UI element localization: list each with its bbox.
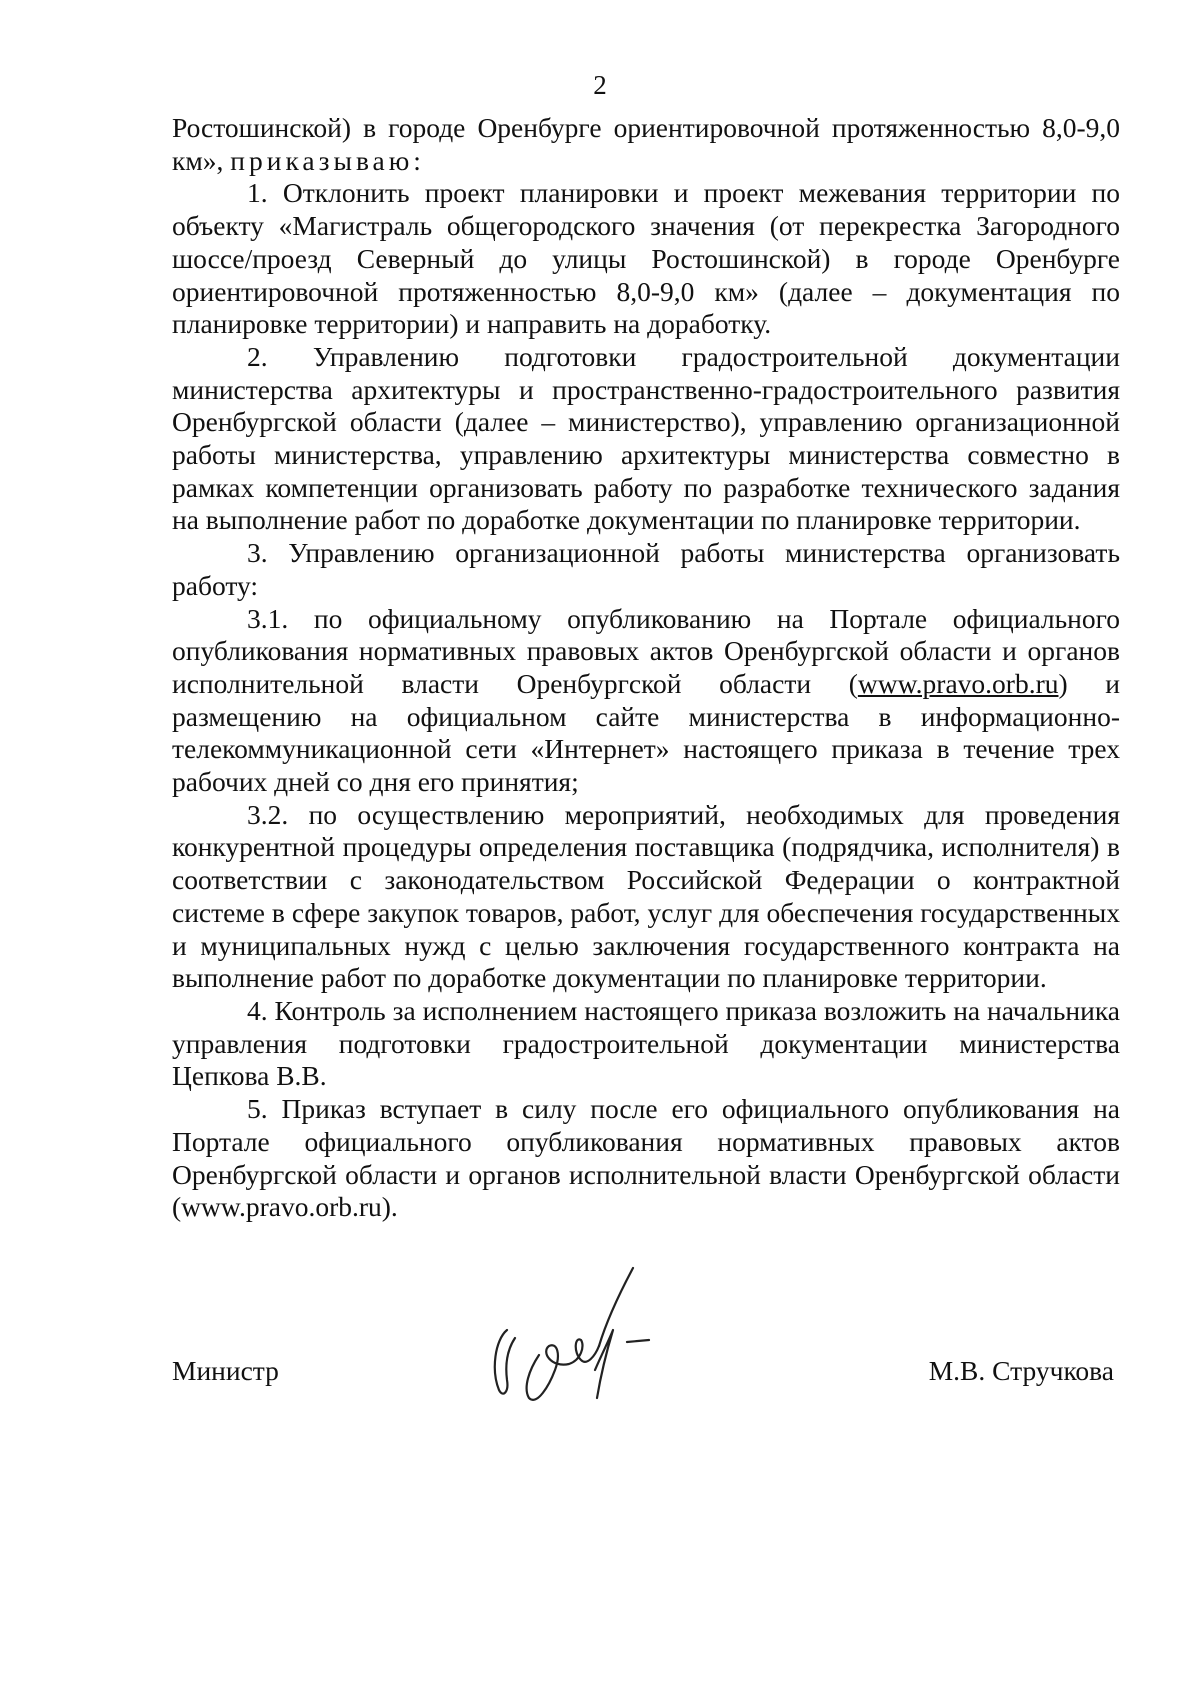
page-number: 2 bbox=[593, 70, 607, 100]
handwritten-signature bbox=[477, 1260, 657, 1410]
paragraph-continuation bbox=[172, 112, 1120, 177]
position-title: Министр bbox=[172, 1355, 279, 1386]
paragraph-3-1 bbox=[172, 603, 1120, 799]
pravo-link[interactable]: www.pravo.orb.ru bbox=[857, 667, 1059, 699]
paragraph-1: 1. Отклонить проект планировки и проект межевания территории по объекту «Магистраль общегородского значения (от перекрестка Загородного шоссе/проезд Северный до улицы Ростошинской) в городе Оренбурге ориентировочной протяженностью 8,0-9,0 км» (далее – документация по планировке территории) и направить на доработку. bbox=[172, 177, 1120, 340]
paragraph-5: 5. Приказ вступает в силу после его официального опубликования на Портале официального опубликования нормативных правовых актов Оренбургской области и органов исполнительной власти Оренбургской области (www.pravo.orb.ru). bbox=[172, 1093, 1120, 1223]
order-word: приказываю: bbox=[230, 144, 425, 176]
document-body bbox=[172, 112, 1120, 1224]
paragraph-4: 4. Контроль за исполнением настоящего приказа возложить на начальника управления подготовки градостроительной документации министерства Цепкова В.В. bbox=[172, 994, 1120, 1092]
paragraph-2: 2. Управлению подготовки градостроительной документации министерства архитектуры и пространственно-градостроительного развития Оренбургской области (далее – министерство), управлению организационной работы министерства, управлению архитектуры министерства совместно в рамках компетенции организовать работу по разработке технического задания на выполнение работ по доработке документации по планировке территории. bbox=[172, 340, 1120, 536]
paragraph-3-1-text-b: ) и размещению на официальном сайте министерства в информационно-телекоммуникационной сети «Интернет» настоящего приказа в течение трех рабочих дней со дня его принятия; bbox=[172, 667, 1120, 798]
paragraph-3-1-text-a: 3.1. по официальному опубликованию на Портале официального опубликования нормативных правовых актов Оренбургской области и органов исполнительной власти Оренбургской области ( bbox=[172, 602, 1120, 699]
paragraph-3: 3. Управлению организационной работы министерства организовать работу: bbox=[172, 537, 1120, 601]
continuation-text: Ростошинской) в городе Оренбурге ориентировочной протяженностью 8,0-9,0 км», bbox=[172, 112, 1120, 176]
paragraph-3-2: 3.2. по осуществлению мероприятий, необходимых для проведения конкурентной процедуры определения поставщика (подрядчика, исполнителя) в соответствии с законодательством Российской Федерации о контрактной системе в сфере закупок товаров, работ, услуг для обеспечения государственных и муниципальных нужд с целью заключения государственного контракта на выполнение работ по доработке документации по планировке территории. bbox=[172, 798, 1120, 994]
signer-name: М.В. Стручкова bbox=[928, 1355, 1114, 1386]
